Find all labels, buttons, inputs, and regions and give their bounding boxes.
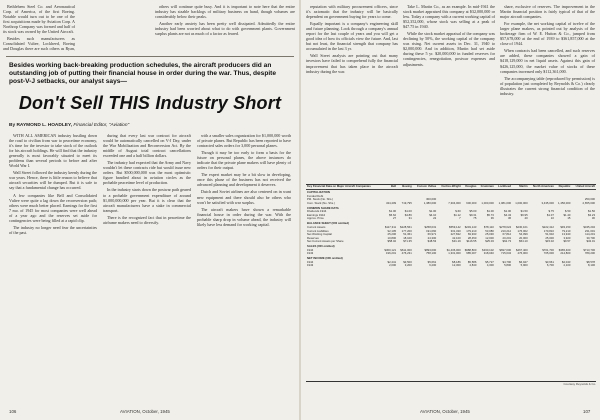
table-cell: 36 <box>490 216 494 221</box>
financial-table-box <box>306 184 596 382</box>
table-cell: 1,331,000 <box>448 251 461 256</box>
table-cell: $43.01 <box>586 239 595 244</box>
table-cell: $1.50 <box>520 209 528 214</box>
table-cell: 25,030 <box>485 232 494 237</box>
table-cell: $467,400 <box>515 247 528 252</box>
table-cell: $54.10 <box>519 239 528 244</box>
table-row-label: Pfd. Stock (No. Shs.) <box>307 197 334 202</box>
table-cell: $713,700 <box>583 247 595 252</box>
table-cell: 1,081,000 <box>498 200 512 205</box>
paragraph: For example, the net working capital of twelve of the larger plane makers, as pointed out by analysts of the brokerage firm of W. E. Hutton & Co., jumped from $57,678,000 at the end of 1939 to $361,857,000 at the close of 1944. <box>500 21 595 47</box>
table-cell: 75 <box>473 216 477 221</box>
table-cell: 176,002 <box>517 228 528 233</box>
table-cell: 114,201 <box>585 232 595 237</box>
table-row-label: Approx. Price <box>307 216 324 221</box>
table-cell: 434,409 <box>385 200 397 205</box>
table-cell: $365,400 <box>558 247 571 252</box>
table-cell: 20,201 <box>502 235 512 240</box>
table-cell: $300,121 <box>384 247 397 252</box>
article-byline <box>9 123 129 128</box>
table-caption: Courtesy Reynolds & Co. <box>563 382 596 386</box>
table-cell: $1.00 <box>504 209 512 214</box>
table-column-header: Martin <box>512 185 529 189</box>
table-cell: $222,412 <box>542 224 554 229</box>
paragraph: A few companies like Bell and Consolidated Vultee were quite a lag down the reconversion path; others were much better placed. Earnings for the first 7 mo. of 1945 for most companies were well ahead of a year ago and the reserves set aside for contingencies were being filled at a rapid clip. <box>9 192 97 223</box>
table-cell: 25,206 <box>387 232 397 237</box>
table-section-label: SALES (000 omitted) <box>307 244 335 249</box>
table-cell: 42,100 <box>452 235 461 240</box>
table-cell: $559,142 <box>449 224 461 229</box>
table-cell: 12,000 <box>485 235 494 240</box>
body-column-2 <box>103 133 191 403</box>
table-cell: 758,100 <box>426 251 437 256</box>
table-cell: $2,441 <box>387 259 397 264</box>
table-cell: $988,800 <box>464 247 477 252</box>
table-cell: 719,795 <box>401 200 412 205</box>
table-cell: 1,456,000 <box>558 200 571 205</box>
table-cell: 28,450 <box>467 235 477 240</box>
paragraph: Wall Street analysts are pointing out that many investors have failed to comprehend fully the financial improvement that has taken place in the aircraft industry during the war. <box>306 53 398 74</box>
table-cell: 3,200 <box>404 263 412 268</box>
table-row-label: 1943 <box>307 251 314 256</box>
table-cell: 210,212 <box>500 228 512 233</box>
table-cell: 24,300 <box>427 235 437 240</box>
table-cell: 54,099 <box>519 232 528 237</box>
table-cell: 36 <box>507 216 512 221</box>
table-cell: $2,043 <box>561 259 571 264</box>
table-cell: $258,031 <box>424 224 437 229</box>
paragraph: Equally important is a company's engineering skill and future planning. Look through a company's annual report for the last couple of years and you will get a good idea of how its officials view the future. And, last but not least, the financial strength that company has accumulated in the last 3 yr. <box>306 21 398 52</box>
table-cell: 2,655,000 <box>582 200 595 205</box>
table-cell: $1.00 <box>404 209 412 214</box>
paragraph: The accompanying table (reproduced by permission) is of population just completed by Reynolds & Co.) clearly illustrates the current strong financial condition of the industry. <box>500 75 595 96</box>
table-row-label: Net Working Capital <box>307 232 332 237</box>
table-cell: $1.12 <box>453 212 461 217</box>
table-cell: 66,971 <box>427 232 437 237</box>
table-cell: $6.95 <box>520 212 528 217</box>
table-column-header: United Aircraft <box>571 185 596 189</box>
table-cell: $4.43 <box>504 212 512 217</box>
table-cell: $.75 <box>548 209 554 214</box>
paragraph: When contracts had been cancelled, and such reserves are added, these companies showed a gain of $418,129,000 in net liquid assets. Against this gain of $426,125,000, the market value of stocks of these companies increased only $112,361,000. <box>500 48 595 74</box>
body-column-3 <box>197 133 291 403</box>
table-row-label: Reserves <box>307 235 319 240</box>
paragraph: There is the recognized fact that in peacetime the airframe makers need to diversify. <box>103 214 191 225</box>
table-cell: 10,800 <box>387 235 397 240</box>
table-cell: 196,201 <box>385 251 397 256</box>
left-top-column-2 <box>155 4 295 52</box>
paragraph: with a smaller sales organization for $1,000,000 worth of private planes. But Republic has been reported to have contracted sales orders for 3,000 personal planes. <box>197 133 291 149</box>
table-column-header: Boeing <box>397 185 413 189</box>
table-column-header: Grumman <box>477 185 494 189</box>
left-top-column-faded <box>79 4 151 52</box>
table-cell: $893,000 <box>424 247 437 252</box>
table-cell: 600,000 <box>466 200 477 205</box>
table-cell: 31 <box>408 216 412 221</box>
paragraph: In the industry starts down the postwar path geared to a probable government expenditure of around $1,000,000,000 per year. But it is clear that the aircraft manufacturers have a stake in commercial transport. <box>103 187 191 213</box>
table-column-header: Douglas <box>462 185 478 189</box>
table-cell: $1.50 <box>588 209 595 214</box>
table-section-label: COMMON SHARE DATA <box>307 205 339 210</box>
table-row-label: Earnings 1944 <box>307 212 326 217</box>
table-cell: $1.40 <box>563 212 571 217</box>
table-body <box>306 189 596 268</box>
table-title: Key Financial Data on Major Aircraft Companies <box>306 185 381 189</box>
left-top-column-1 <box>3 4 75 52</box>
page-number-left: 106 <box>9 409 17 414</box>
table-cell: $5.00 <box>469 209 477 214</box>
table-cell: 214,800 <box>560 251 571 256</box>
article-intro: Besides working back-breaking production schedules, the aircraft producers did an outstanding job of putting their financial house in order during the war. Thus, despite post-V-J setbacks, our analyst says— <box>9 62 277 85</box>
table-cell: $249,143 <box>464 224 477 229</box>
table-cell: 191,060 <box>426 228 437 233</box>
table-cell: $116.55 <box>466 239 477 244</box>
table-cell: $1,436,000 <box>446 247 461 252</box>
table-row-label: Funded Debt <box>307 193 324 198</box>
table-cell: $330,102 <box>482 247 494 252</box>
page-number-right: 107 <box>583 409 591 414</box>
table-cell: 10 <box>550 216 554 221</box>
table-cell: $1.00 <box>389 209 397 214</box>
table-cell: $71.35 <box>403 239 412 244</box>
table-cell: 1,000,000 <box>515 200 528 205</box>
table-cell: 67,812 <box>502 232 512 237</box>
table-cell: 250,000 <box>584 197 595 202</box>
table-row-label: Dividends 1944 <box>307 209 327 214</box>
table-cell: $5,661 <box>427 259 437 264</box>
table-cell: 231,001 <box>584 228 595 233</box>
table-cell: $3,500 <box>403 259 412 264</box>
table-cell: $230,101 <box>515 224 528 229</box>
divider <box>6 56 294 57</box>
table-column-header: Lockheed <box>495 185 512 189</box>
table-cell: $25.03 <box>485 239 494 244</box>
table-cell: $611,000 <box>400 247 412 252</box>
table-cell: 69,933 <box>467 232 477 237</box>
table-cell: 4,300 <box>486 263 494 268</box>
paragraph: Bethlehem Steel Co. and Aeronautical Corp. of America, of the first Boeing. Notable would turn out to be one of the first acquisitions made by Aviation Corp. A Northrop Company was formed and half of its stock was owned by the United Aircraft. <box>3 4 75 35</box>
table-cell: $3.23 <box>588 212 595 217</box>
paragraph: Another early anxiety has been pretty well dissipated. Admittedly the entire industry had been worried about what to do with government plants. Government surplus plants are not as much of a factor as feared. <box>155 21 295 37</box>
table-cell: 15 <box>567 216 571 221</box>
table-cell: 3,920 <box>563 235 571 240</box>
table-cell: 318,040 <box>483 251 494 256</box>
table-row-label: 1944 <box>307 259 314 264</box>
table-cell: 2,100 <box>563 263 571 268</box>
table-cell: 789,200 <box>584 251 595 256</box>
table-cell: 170,810 <box>543 228 554 233</box>
table-cell: $697,000 <box>499 247 512 252</box>
table-cell: 92,105 <box>387 228 397 233</box>
table-column-header: Consol. Vultee <box>413 185 437 189</box>
table-cell: 51,602 <box>545 232 554 237</box>
paragraph: Wall Street followed the industry keenly during the war years. Hence, there is little reason to believe that aircraft securities will be dumped. But it is safe to say that a fundamental change has occurred. <box>9 170 97 191</box>
paragraph: While the stock market appraisal of the company was declining by 50%, the working capital of the company was rising. Net current assets in Dec. 31, 1940 to $2,000,000. And in addition, Martin had set aside during these 5 yr. $20,000,000 in funded reserves for contingencies, renegotiation, postwar expenses and adjustments. <box>403 31 495 67</box>
byline-author: By RAYMOND L. HOADLEY, <box>9 123 72 128</box>
byline-title: Financial Editor, "Aviation" <box>73 123 130 128</box>
table-row-label: 1943 <box>307 263 314 268</box>
table-cell: $228,561 <box>400 224 412 229</box>
running-footer-left: AVIATION, October, 1945 <box>120 409 170 414</box>
table-cell: 6,200 <box>429 263 437 268</box>
table-cell: $15.02 <box>545 239 554 244</box>
right-column-3 <box>500 4 595 180</box>
table-cell: 476,231 <box>401 251 412 256</box>
table-cell: 51,361 <box>403 232 412 237</box>
paragraph: during that every last war contract for aircraft would be automatically cancelled on V-J Day, under the War Mobilization and Reconversion Act. By the middle of August total contract cancellations exceeded one and a half billion dollars. <box>103 133 191 159</box>
table-cell: $345,202 <box>583 224 595 229</box>
table-cell: 30 <box>591 216 595 221</box>
table-cell: 5,900 <box>520 263 528 268</box>
running-footer-right: AVIATION, October, 1945 <box>420 409 470 414</box>
financial-table <box>306 185 596 268</box>
table-cell: $9.31 <box>469 212 477 217</box>
paragraph: Take L. Martin Co., as an example. In mid-1941 the stock market appraised this company at $32,000,000 or less. Today a company with a current working capital of $52,352,000, whose stock was selling at a peak of $47.75 in 1940. <box>403 4 495 30</box>
table-cell: 7 <box>459 216 461 221</box>
table-cell: $62.73 <box>502 239 512 244</box>
table-cell: 12,300 <box>452 263 461 268</box>
table-cell: 300,000 <box>426 197 437 202</box>
table-cell: $31.19 <box>452 239 461 244</box>
table-cell: $4.86 <box>404 212 412 217</box>
table-cell: $8,186 <box>452 259 461 264</box>
table-cell: $117,311 <box>384 224 397 229</box>
paragraph: reputation with military procurement officers, since it's axiomatic that the industry will be basically dependent on government buying for years to come. <box>306 4 398 20</box>
table-cell: $4.10 <box>429 212 437 217</box>
paragraph: WITH ALL AMERICAN industry bustling down the road to civilian from war to peacetime economy, it's time for the investor to take stock of the outlook for his aircraft holdings. He will find that the industry generally is most favorably situated to meet its problems than several periods to before and after World War I. <box>9 133 97 169</box>
table-row-label: Net Current Assets per Share <box>307 239 344 244</box>
table-cell: $5,727 <box>485 259 494 264</box>
paragraph: The aircraft makers have shown a remarkable financial house in order during the war. With the probable sharp drop in volume ahead, the industry will likely have less demand for working capital. <box>197 206 291 227</box>
table-cell: 715,034 <box>500 251 512 256</box>
table-cell: $6,947 <box>519 259 528 264</box>
table-cell: 18,100 <box>403 235 412 240</box>
table-cell: $5,586 <box>467 259 477 264</box>
table-cell: $701,700 <box>542 247 554 252</box>
table-cell: $.60 <box>455 209 461 214</box>
paragraph: others will continue quite busy. And it is important to note here that the entire industry has sizable backlogs of military business on hand, though volumes are considerably below their peaks. <box>155 4 295 20</box>
table-section-label: NET INCOME (000 omitted) <box>307 256 343 261</box>
table-cell: $4,790 <box>502 259 512 264</box>
table-header-row <box>306 185 596 189</box>
paragraph: The expert market may be a bit slow in developing, once this phase of the business has not received the advanced planning and development it deserves. <box>197 172 291 188</box>
table-cell: 40 <box>524 216 528 221</box>
table-cell: 177,200 <box>401 228 412 233</box>
page-gutter <box>299 0 301 420</box>
table-column-header: Republic <box>555 185 572 189</box>
table-cell: 22 <box>433 216 437 221</box>
article-headline: Don't Sell THIS Industry Short <box>18 93 282 113</box>
table-cell: 1,380,000 <box>423 200 437 205</box>
table-section-label: CAPITALIZATION <box>307 190 330 195</box>
table-cell: $.50 <box>565 209 571 214</box>
table-cell: $58.02 <box>387 239 397 244</box>
paragraph: share, exclusive of reserves. The improvement in the Martin financial position is fairly typical of that of the major aircraft companies. <box>500 4 595 20</box>
table-cell: 4,840 <box>469 263 477 268</box>
right-column-2 <box>403 4 495 180</box>
table-cell: $278,024 <box>499 224 512 229</box>
table-cell: 20,000 <box>519 235 528 240</box>
table-column-header: North American <box>529 185 555 189</box>
table-cell: 79,210 <box>561 228 571 233</box>
table-cell: 53,080 <box>485 228 494 233</box>
paragraph: Besides such manufacturers as Consolidated Vultee, Lockheed, Boeing and Douglas there are such others as Ryan, <box>3 36 75 52</box>
table-cell: 2,000 <box>389 263 397 268</box>
table-cell: 705,000 <box>543 251 554 256</box>
table-cell: 30,700 <box>586 235 595 240</box>
table-row-label: Com. Stock (No. Shs.) <box>307 200 335 205</box>
table-cell: 3,435,000 <box>541 200 554 205</box>
table-cell: $93,150 <box>560 224 571 229</box>
table-cell: $1.00 <box>486 209 494 214</box>
table-cell: 8,100 <box>588 263 595 268</box>
paragraph: The industry no longer need fear the uncertainties of the past. <box>9 224 97 235</box>
body-column-1 <box>9 133 97 403</box>
table-cell: 331,320 <box>450 228 461 233</box>
table-cell: 227,822 <box>450 232 461 237</box>
table-cell: 1,000,000 <box>481 200 494 205</box>
table-cell: $48.53 <box>427 239 437 244</box>
table-cell: 27 <box>392 216 397 221</box>
table-cell: 985,007 <box>466 251 477 256</box>
table-row <box>306 264 596 268</box>
table-cell: 7,304,000 <box>448 200 461 205</box>
table-cell: 13,940 <box>561 232 571 237</box>
paragraph: The industry had expected that the Army and Navy wouldn't let these contracts ride but would issue new orders. But $500,000,000 was the most optimistic figure bandied about in aviation circles as the probable peacetime level of production. <box>103 160 191 186</box>
table-column-header: Curtiss-Wright <box>437 185 462 189</box>
right-column-1 <box>306 4 398 180</box>
table-cell: $9.57 <box>563 239 571 244</box>
table-cell: $5.73 <box>486 212 494 217</box>
table-row-label: Current Liabilities <box>307 228 329 233</box>
paragraph: Though it may be too early to form a basis for the future on personal planes, the above instances do indicate that the private plane makers will have plenty of orders for their output. <box>197 150 291 171</box>
table-cell: $3,661 <box>545 259 554 264</box>
table-row-label: Current Assets <box>307 224 326 229</box>
table-cell: 6,700 <box>546 263 554 268</box>
table-cell: 25,000 <box>545 235 554 240</box>
table-cell: $5.62 <box>389 212 397 217</box>
paragraph: Dutch and Soviet airlines are also centered on in want new equipment and there should also be others who won't be satisfied with war surplus. <box>197 189 291 205</box>
table-cell: 5,800 <box>504 263 512 268</box>
table-cell: 476,000 <box>517 251 528 256</box>
table-cell: $1.00 <box>429 209 437 214</box>
table-column-header: Bell <box>381 185 397 189</box>
table-cell: $1.07 <box>546 212 554 217</box>
table-section-label: BALANCE SHEET (000 omitted) <box>307 221 349 226</box>
table-cell: $78,110 <box>483 224 494 229</box>
table-row-label: 1944 <box>307 247 314 252</box>
table-cell: 179,210 <box>466 228 477 233</box>
table-cell: $8,578 <box>586 259 595 264</box>
